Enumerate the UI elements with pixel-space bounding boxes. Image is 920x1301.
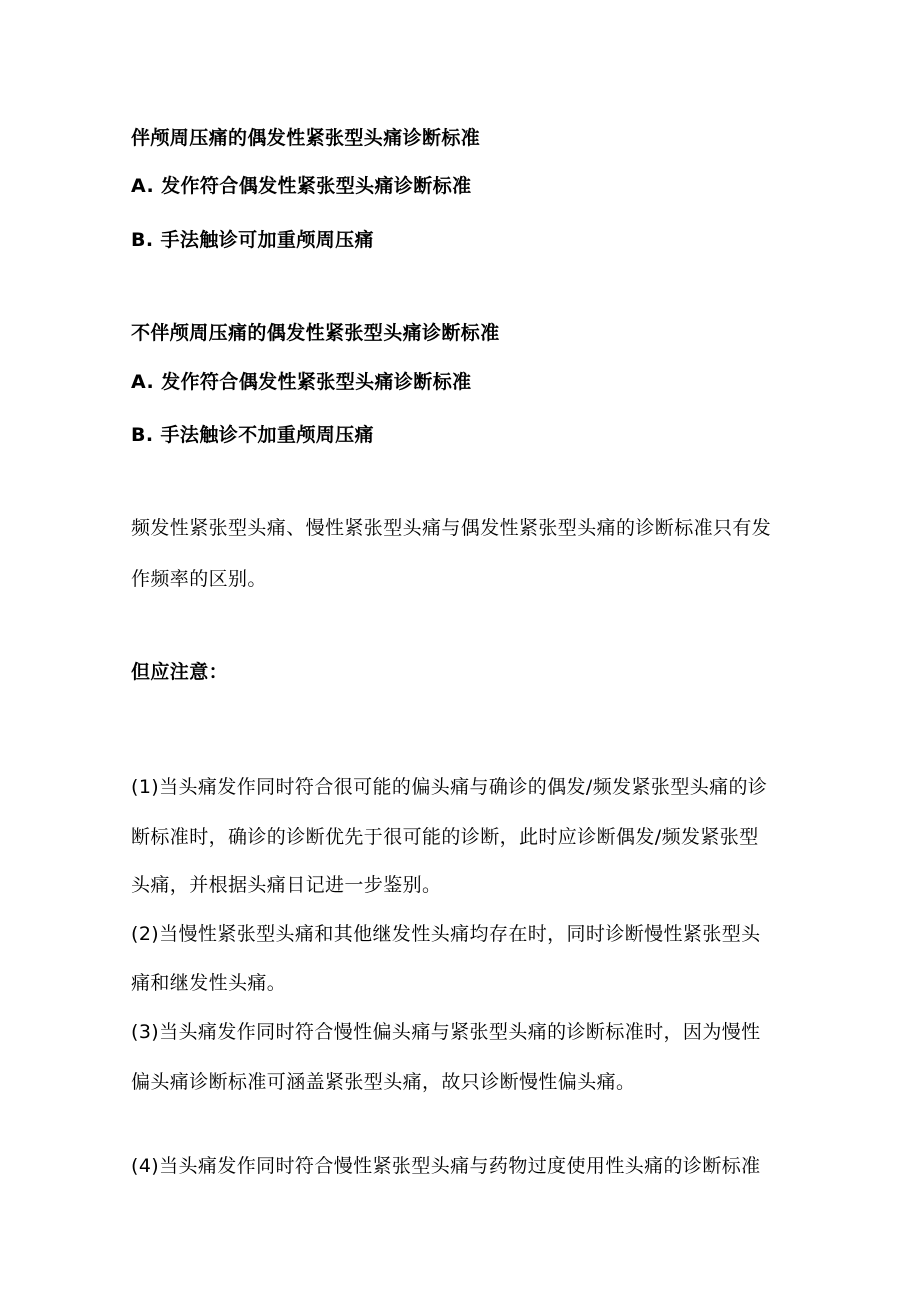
note3-line1: (3)当头痛发作同时符合慢性偏头痛与紧张型头痛的诊断标准时，因为慢性 bbox=[131, 1021, 761, 1043]
section2-criterion-a: A. 发作符合偶发性紧张型头痛诊断标准 bbox=[131, 371, 472, 393]
paragraph1-line1: 频发性紧张型头痛、慢性紧张型头痛与偶发性紧张型头痛的诊断标准只有发 bbox=[131, 517, 772, 539]
section1-criterion-b: B. 手法触诊可加重颅周压痛 bbox=[131, 229, 374, 251]
paragraph1-line2: 作频率的区别。 bbox=[131, 568, 267, 590]
section1-heading: 伴颅周压痛的偶发性紧张型头痛诊断标准 bbox=[131, 127, 481, 149]
note2-line2: 痛和继发性头痛。 bbox=[131, 972, 287, 994]
note1-line3: 头痛，并根据头痛日记进一步鉴别。 bbox=[131, 874, 442, 896]
note3-line2: 偏头痛诊断标准可涵盖紧张型头痛，故只诊断慢性偏头痛。 bbox=[131, 1071, 636, 1093]
note1-line2: 断标准时，确诊的诊断优先于很可能的诊断，此时应诊断偶发/频发紧张型 bbox=[131, 826, 759, 848]
note1-line1: (1)当头痛发作同时符合很可能的偏头痛与确诊的偶发/频发紧张型头痛的诊 bbox=[131, 776, 768, 798]
section2-heading: 不伴颅周压痛的偶发性紧张型头痛诊断标准 bbox=[131, 322, 500, 344]
note2-line1: (2)当慢性紧张型头痛和其他继发性头痛均存在时，同时诊断慢性紧张型头 bbox=[131, 923, 761, 945]
note4-line1: (4)当头痛发作同时符合慢性紧张型头痛与药物过度使用性头痛的诊断标准 bbox=[131, 1155, 761, 1177]
section2-criterion-b: B. 手法触诊不加重颅周压痛 bbox=[131, 424, 374, 446]
section1-criterion-a: A. 发作符合偶发性紧张型头痛诊断标准 bbox=[131, 175, 472, 197]
note-heading: 但应注意： bbox=[131, 661, 229, 683]
